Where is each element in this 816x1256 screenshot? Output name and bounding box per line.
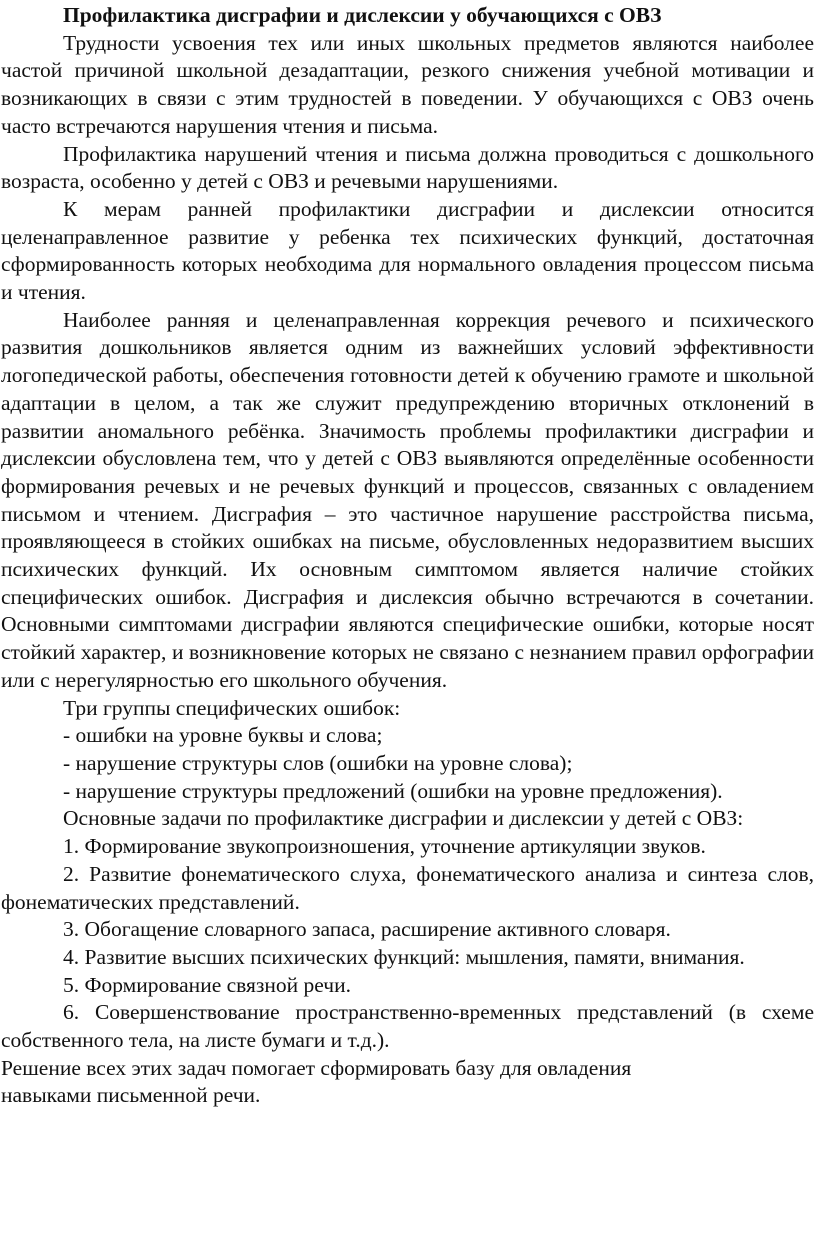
task-item: 1. Формирование звукопроизношения, уточнение артикуляции звуков. [63,834,706,859]
paragraph-correction: Наиболее ранняя и целенаправленная коррекция речевого и психического развития дошкольников является одним из важнейших условий эффективности логопедической работы, обеспечения готовности детей к обучению грамоте и школьной адаптации в целом, а так же служит предупреждению вторичных отклонений в развитии аномального ребёнка. Значимость проблемы профилактики дисграфии и дислексии обусловлена тем, что у детей с ОВЗ выявляются определённые особенности формирования речевых и не речевых функций и процессов, связанных с овладением письмом и чтением. Дисграфия – это частичное нарушение расстройства письма, проявляющееся в стойких ошибках на письме, обусловленных недоразвитием высших психических функций. Их основным симптомом является наличие стойких специфических ошибок. Дисграфия и дислексия обычно встречаются в сочетании. Основными симптомами дисграфии являются специфические ошибки, которые носят стойкий характер, и возникновение которых не связано с незнанием правил орфографии или с нерегулярностью его школьного обучения. [1,307,814,692]
task-item: 3. Обогащение словарного запаса, расширение активного словаря. [63,917,671,942]
conclusion-line: навыками письменной речи. [1,1083,261,1108]
task-item: 5. Формирование связной речи. [63,972,351,997]
document-title: Профилактика дисграфии и дислексии у обучающихся с ОВЗ [63,3,662,27]
error-group-item: - нарушение структуры слов (ошибки на уровне слова); [63,750,573,775]
error-group-item: - нарушение структуры предложений (ошибки на уровне предложения). [63,778,723,803]
paragraph-intro: Трудности усвоения тех или иных школьных предметов являются наиболее частой причиной школьной дезадаптации, резкого снижения учебной мотивации и возникающих в связи с этим трудностей в поведении. У обучающихся с ОВЗ очень часто встречаются нарушения чтения и письма. [1,30,814,138]
tasks-intro: Основные задачи по профилактике дисграфии и дислексии у детей с ОВЗ: [63,806,744,831]
conclusion-line: Решение всех этих задач помогает сформировать базу для овладения [1,1055,632,1080]
error-groups-intro: Три группы специфических ошибок: [63,695,401,720]
task-item: 6. Совершенствование пространственно-временных представлений (в схеме собственного тела, на листе бумаги и т.д.). [1,1000,814,1053]
paragraph-prevention-age: Профилактика нарушений чтения и письма должна проводиться с дошкольного возраста, особенно у детей с ОВЗ и речевыми нарушениями. [1,141,814,194]
paragraph-early-measures: К мерам ранней профилактики дисграфии и дислексии относится целенаправленное развитие у ребенка тех психических функций, достаточная сформированность которых необходима для нормального овладения процессом письма и чтения. [1,196,814,305]
error-group-item: - ошибки на уровне буквы и слова; [63,723,383,748]
task-item: 2. Развитие фонематического слуха, фонематического анализа и синтеза слов, фонематических представлений. [1,861,814,914]
task-item: 4. Развитие высших психических функций: мышления, памяти, внимания. [63,944,745,969]
